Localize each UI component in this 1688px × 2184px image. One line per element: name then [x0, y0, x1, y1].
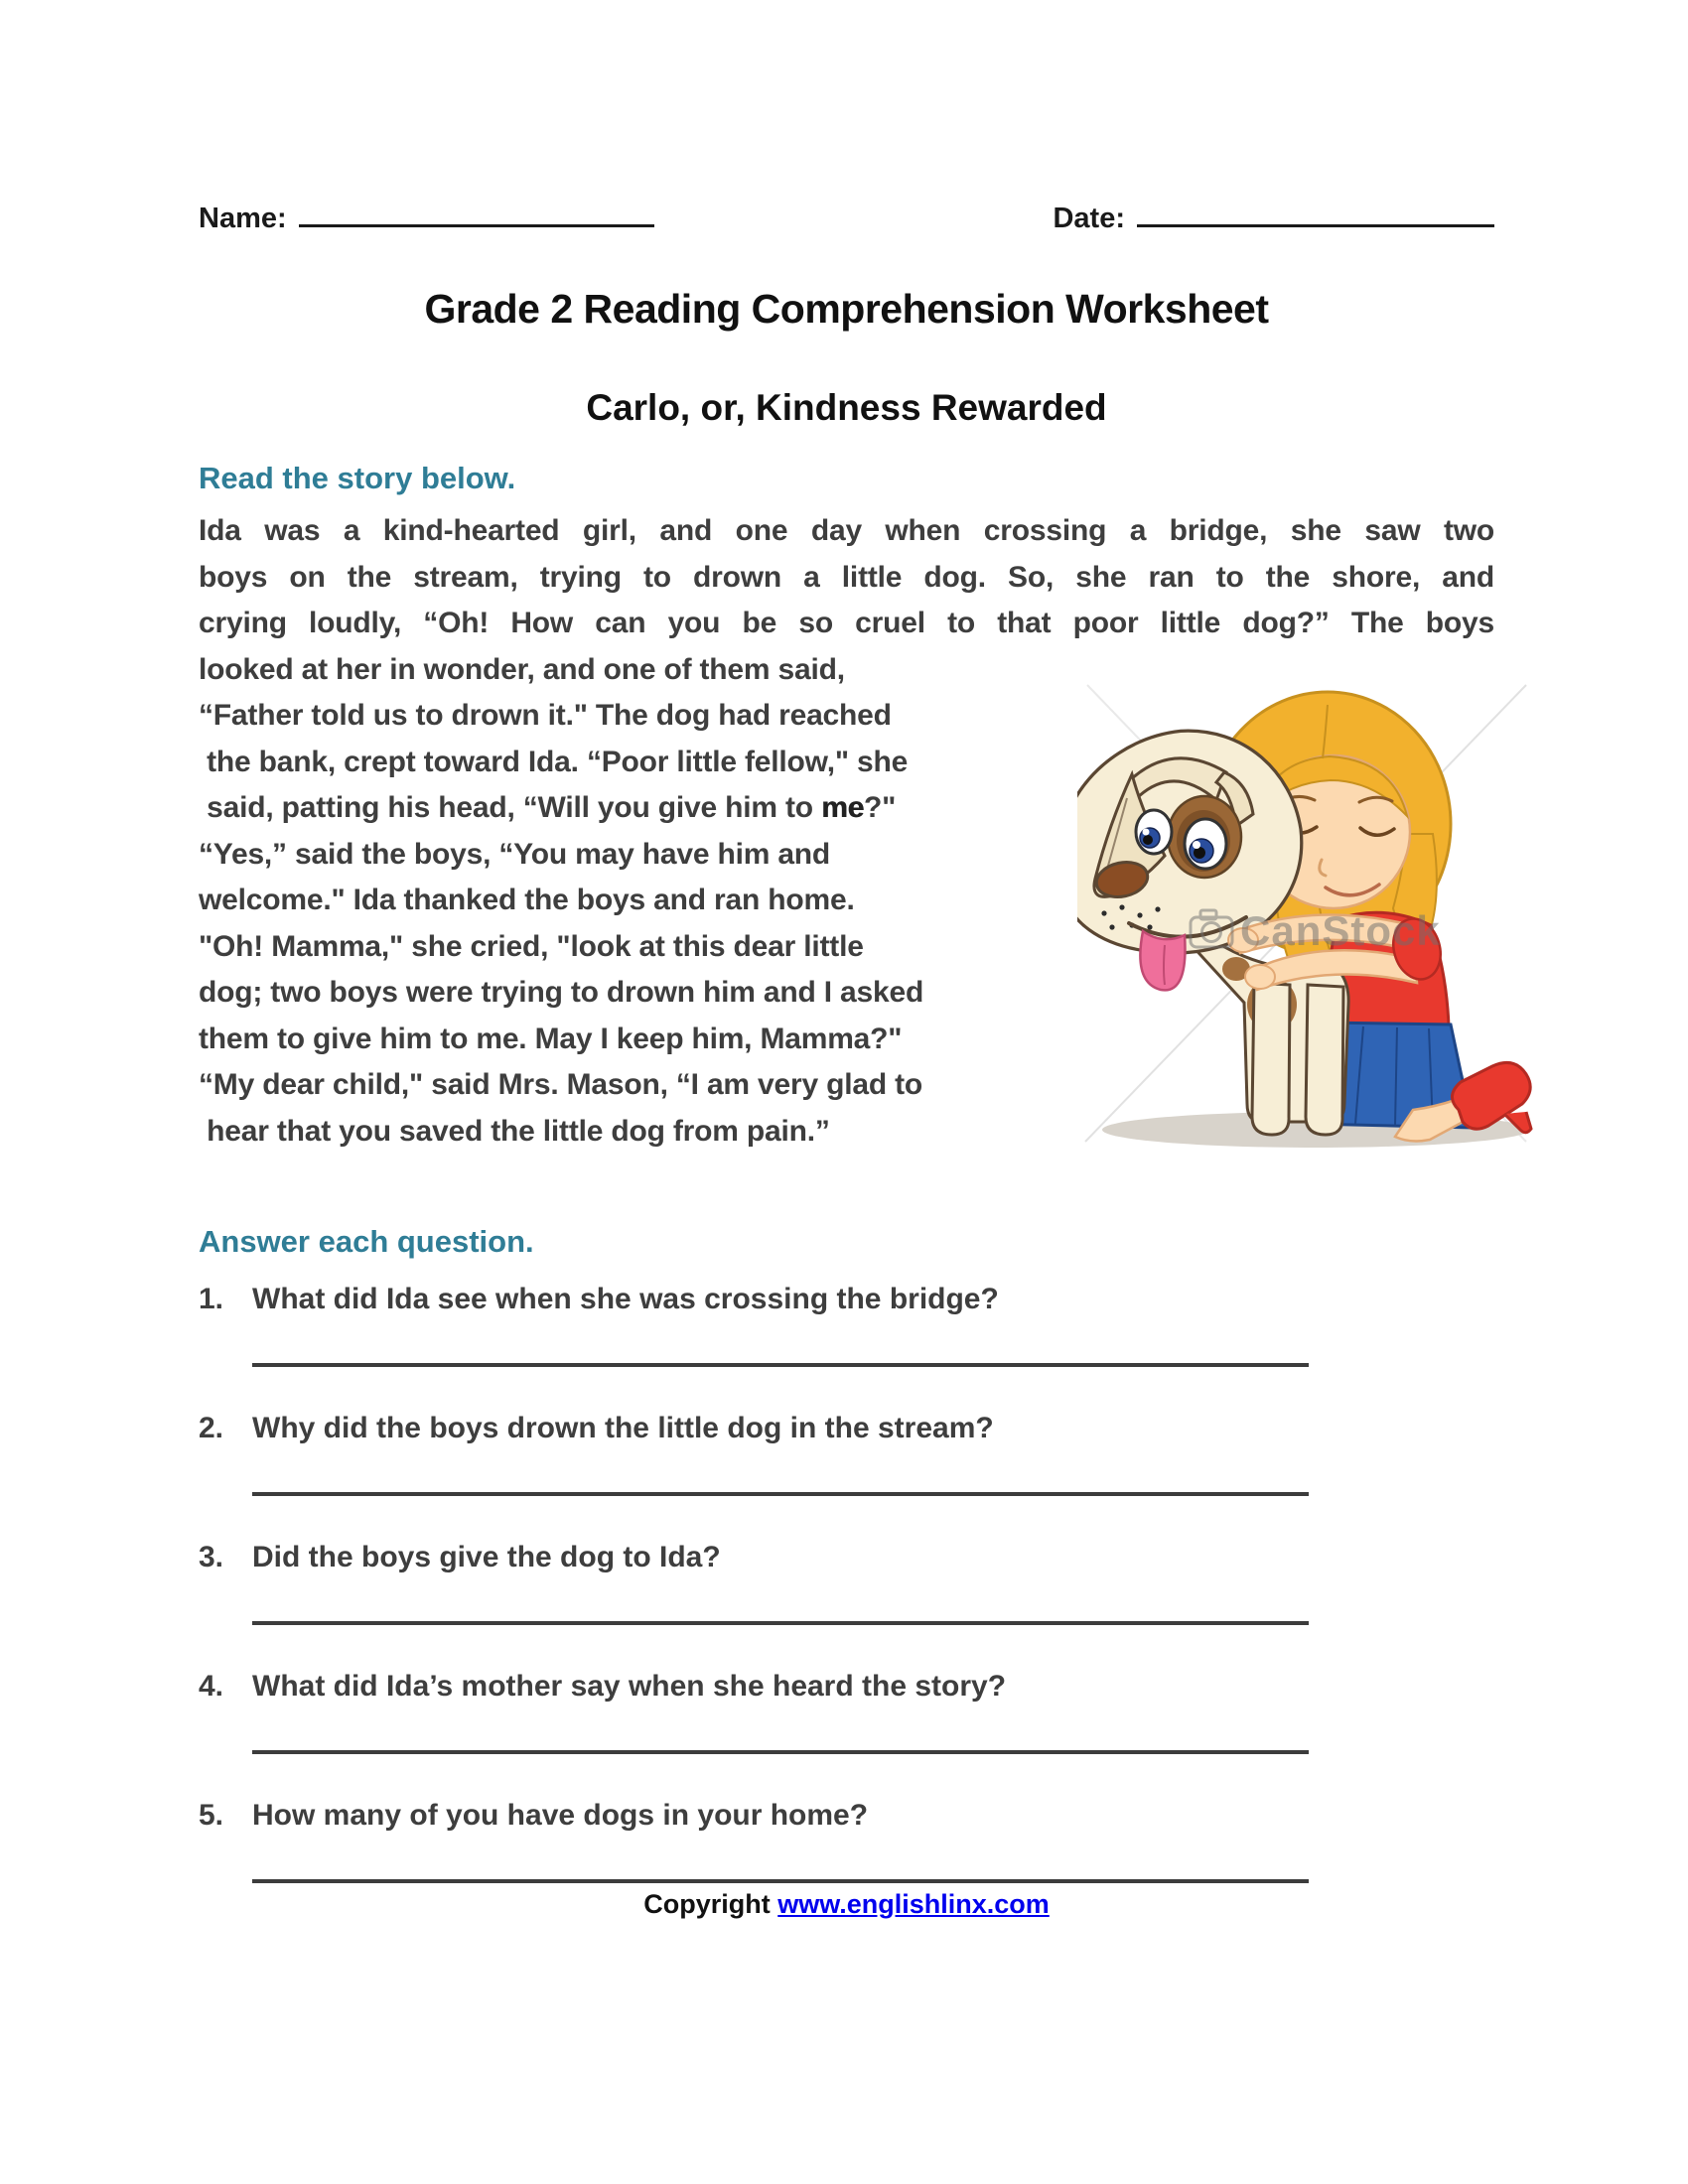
questions-list — [199, 1280, 1494, 1883]
story-line: “Father told us to drown it." The dog had reached — [199, 699, 892, 732]
question-text: How many of you have dogs in your home? — [252, 1799, 869, 1832]
englishlinx-link[interactable]: www.englishlinx.com — [777, 1889, 1050, 1919]
question-item — [199, 1280, 1494, 1367]
story-line: the bank, crept toward Ida. “Poor little fellow," she — [199, 745, 909, 778]
story-line: “My dear child," said Mrs. Mason, “I am very glad to — [199, 1068, 923, 1101]
watermark-text: CanStock — [1240, 907, 1441, 954]
story-title: Carlo, or, Kindness Rewarded — [586, 387, 1107, 428]
question-number: 5. — [199, 1799, 224, 1832]
page-title: Grade 2 Reading Comprehension Worksheet — [424, 286, 1269, 332]
girl-hugging-dog-image — [1077, 675, 1534, 1152]
footer — [199, 1889, 1494, 1920]
question-number: 4. — [199, 1670, 224, 1703]
story-section — [199, 508, 1494, 1155]
story-line: Ida was a kind-hearted girl, and one day when crossing a bridge, she saw two — [199, 514, 1494, 547]
question-item — [199, 1409, 1494, 1496]
question-item — [199, 1538, 1494, 1625]
story-line: boys on the stream, trying to drown a little dog. So, she ran to the shore, and — [199, 560, 1494, 594]
answer-blank-line — [252, 1621, 1309, 1625]
question-text: What did Ida’s mother say when she heard the story? — [252, 1670, 1007, 1703]
story-line: looked at her in wonder, and one of them said, — [199, 652, 845, 686]
answer-blank-line — [252, 1363, 1309, 1367]
story-line: hear that you saved the little dog from pain.” — [199, 1114, 830, 1148]
read-story-instruction: Read the story below. — [199, 461, 516, 495]
name-label: Name: — [199, 203, 287, 234]
question-text: Did the boys give the dog to Ida? — [252, 1541, 721, 1573]
story-line: crying loudly, “Oh! How can you be so cruel to that poor little dog?” The boys — [199, 607, 1494, 639]
story-line: "Oh! Mamma," she cried, "look at this dear little — [199, 929, 864, 963]
date-label: Date: — [1053, 203, 1125, 234]
question-item — [199, 1667, 1494, 1754]
question-item — [199, 1796, 1494, 1883]
question-text: What did Ida see when she was crossing the bridge? — [252, 1283, 999, 1315]
question-number: 1. — [199, 1283, 224, 1315]
answer-questions-instruction: Answer each question. — [199, 1224, 534, 1259]
story-line: said, patting his head, “Will you give him to me?" — [199, 791, 897, 824]
name-date-row — [199, 197, 1494, 236]
name-field — [199, 197, 654, 236]
story-illustration — [1077, 675, 1534, 1152]
story-line: welcome." Ida thanked the boys and ran home. — [199, 884, 855, 916]
name-blank-line — [299, 197, 654, 227]
date-blank-line — [1137, 197, 1494, 227]
story-line: dog; two boys were trying to drown him and I asked — [199, 976, 924, 1009]
question-text: Why did the boys drown the little dog in the stream? — [252, 1412, 994, 1444]
story-line: them to give him to me. May I keep him, Mamma?" — [199, 1022, 903, 1055]
answer-blank-line — [252, 1750, 1309, 1754]
answer-blank-line — [252, 1879, 1309, 1883]
copyright-label: Copyright — [643, 1889, 771, 1919]
story-line: “Yes,” said the boys, “You may have him and — [199, 837, 831, 871]
question-number: 3. — [199, 1541, 224, 1573]
date-field — [1053, 197, 1494, 236]
answer-blank-line — [252, 1492, 1309, 1496]
question-number: 2. — [199, 1412, 224, 1444]
